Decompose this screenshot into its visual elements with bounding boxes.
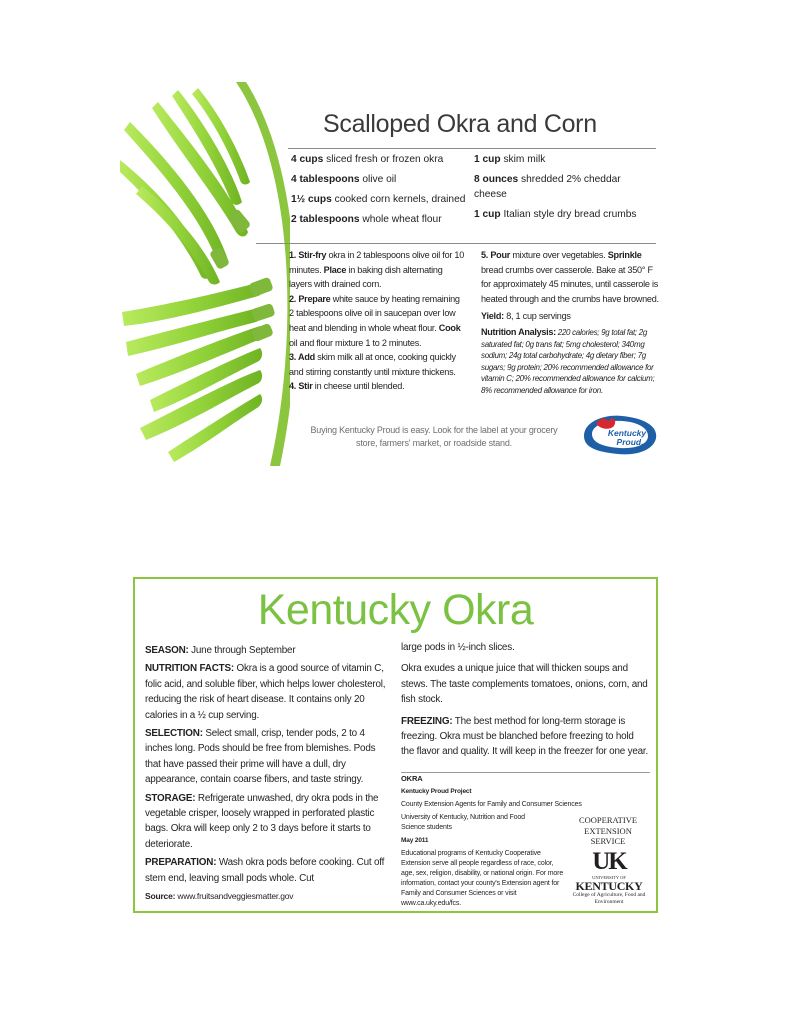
footer-disclaimer: Educational programs of Kentucky Cooperative Extension serve all people regardless of race, color, age, sex, religion, disability, or national origin. For more information, contact your county's Extension agent for Family and Consumer Sciences or visit www.ca.uky.edu/fcs. xyxy=(401,850,564,907)
info-section: STORAGE: Refrigerate unwashed, dry okra pods in the vegetable crisper, loosely wrapped in perforated plastic bags. Okra will keep only 2 to 3 days before it starts to deteriorate. xyxy=(145,792,379,850)
info-section: SELECTION: Select small, crisp, tender pods, 2 to 4 inches long. Pods should be free from blemishes. Pods that have passed their prime will have a dull, dry appearance, contain coarse fibers, and taste stringy. xyxy=(145,728,376,786)
uk-logo xyxy=(570,848,648,906)
footer-agents: County Extension Agents for Family and Consumer Sciences xyxy=(401,801,582,808)
steps-right xyxy=(481,248,659,397)
ingredient-item: 2 tablespoons whole wheat flour xyxy=(291,214,442,225)
recipe-title: Scalloped Okra and Corn xyxy=(323,110,597,138)
step-item: 1. Stir-fry okra in 2 tablespoons olive oil for 10 minutes. Place in baking dish alternating layers with drained corn. xyxy=(289,250,465,290)
buy-kentucky-proud-note: Buying Kentucky Proud is easy. Look for the label at your grocery store, farmers' market, or roadside stand. xyxy=(310,425,558,448)
info-section: NUTRITION FACTS: Okra is a good source of vitamin C, folic acid, and soluble fiber, which helps lower cholesterol, reducing the risk of heart disease. It contains only 20 calories in a ½ cup serving. xyxy=(145,663,386,721)
footer-university: University of Kentucky, Nutrition and Food Science students xyxy=(401,814,525,831)
info-title: Kentucky Okra xyxy=(257,586,534,634)
ingredient-item: 8 ounces shredded 2% cheddar cheese xyxy=(474,174,621,200)
uk-college-name: College of Agriculture, Food and Environment xyxy=(572,892,646,905)
info-section: SEASON: June through September xyxy=(145,645,296,656)
step-item: 4. Stir in cheese until blended. xyxy=(289,381,405,392)
step-item: 2. Prepare white sauce by heating remaining 2 tablespoons olive oil in saucepan over low heat and blending in whole wheat flour. Cook oil and flour mixture 1 to 2 minutes. xyxy=(289,293,461,348)
logo-text-proud: Proud. xyxy=(616,437,644,447)
kentucky-proud-logo xyxy=(578,410,662,458)
uk-university-of: UNIVERSITY OF xyxy=(592,875,626,880)
ingredient-item: 1 cup Italian style dry bread crumbs xyxy=(474,209,637,220)
footer-date: May 2011 xyxy=(401,837,429,844)
step-item: 5. Pour mixture over vegetables. Sprinkle bread crumbs over casserole. Bake at 350° F for approximately 45 minutes, until casserole is heated through and the crumbs have browned. xyxy=(481,250,659,304)
source-line: Source: www.fruitsandveggiesmatter.gov xyxy=(145,891,294,902)
footer-project: Kentucky Proud Project xyxy=(401,788,472,795)
ingredient-item: 4 tablespoons olive oil xyxy=(291,174,397,185)
info-section: PREPARATION: Wash okra pods before cooking. Cut off stem end, leaving small pods whole. Cut xyxy=(145,857,385,884)
yield: Yield: 8, 1 cup servings xyxy=(481,311,571,322)
ingredients-right xyxy=(474,152,646,227)
ingredient-item: 4 cups sliced fresh or frozen okra xyxy=(291,154,444,165)
okra-illustration xyxy=(120,82,290,466)
uk-mark: UK xyxy=(592,848,626,875)
cooperative-extension-service: COOPERATIVE EXTENSION SERVICE xyxy=(578,815,638,846)
step-item: 3. Add skim milk all at once, cooking quickly and stirring constantly until mixture thickens. xyxy=(289,352,456,377)
ingredients-rule xyxy=(256,243,656,244)
info-section: Okra exudes a unique juice that will thicken soups and stews. The taste complements tomatoes, onions, corn, and fish stock. xyxy=(401,663,648,706)
info-right-column xyxy=(401,640,649,763)
ingredient-item: 1½ cups cooked corn kernels, drained xyxy=(291,194,466,205)
title-rule xyxy=(288,148,656,149)
footer-heading: OKRA xyxy=(401,774,423,783)
logo-text-kentucky: Kentucky xyxy=(607,428,647,438)
footer-rule xyxy=(401,772,650,773)
info-section: large pods in ½-inch slices. xyxy=(401,642,515,653)
nutrition-analysis: Nutrition Analysis: 220 calories; 9g total fat; 2g saturated fat; 0g trans fat; 5mg cholesterol; 340mg sodium; 24g total carbohydrate; 4g dietary fiber; 7g sugars; 9g protein; 20% recommended allowance for vitamin C; 20% recommended allowance for calcium; 8% recommended allowance for iron. xyxy=(481,326,655,395)
ingredients-left xyxy=(291,152,469,232)
info-left-column xyxy=(145,643,391,908)
steps-left xyxy=(289,248,465,394)
info-section: FREEZING: The best method for long-term storage is freezing. Okra must be blanched before freezing to hold the flavor and quality. It will keep in the freezer for one year. xyxy=(401,715,648,758)
uk-kentucky: KENTUCKY xyxy=(575,879,643,893)
ingredient-item: 1 cup skim milk xyxy=(474,154,546,165)
